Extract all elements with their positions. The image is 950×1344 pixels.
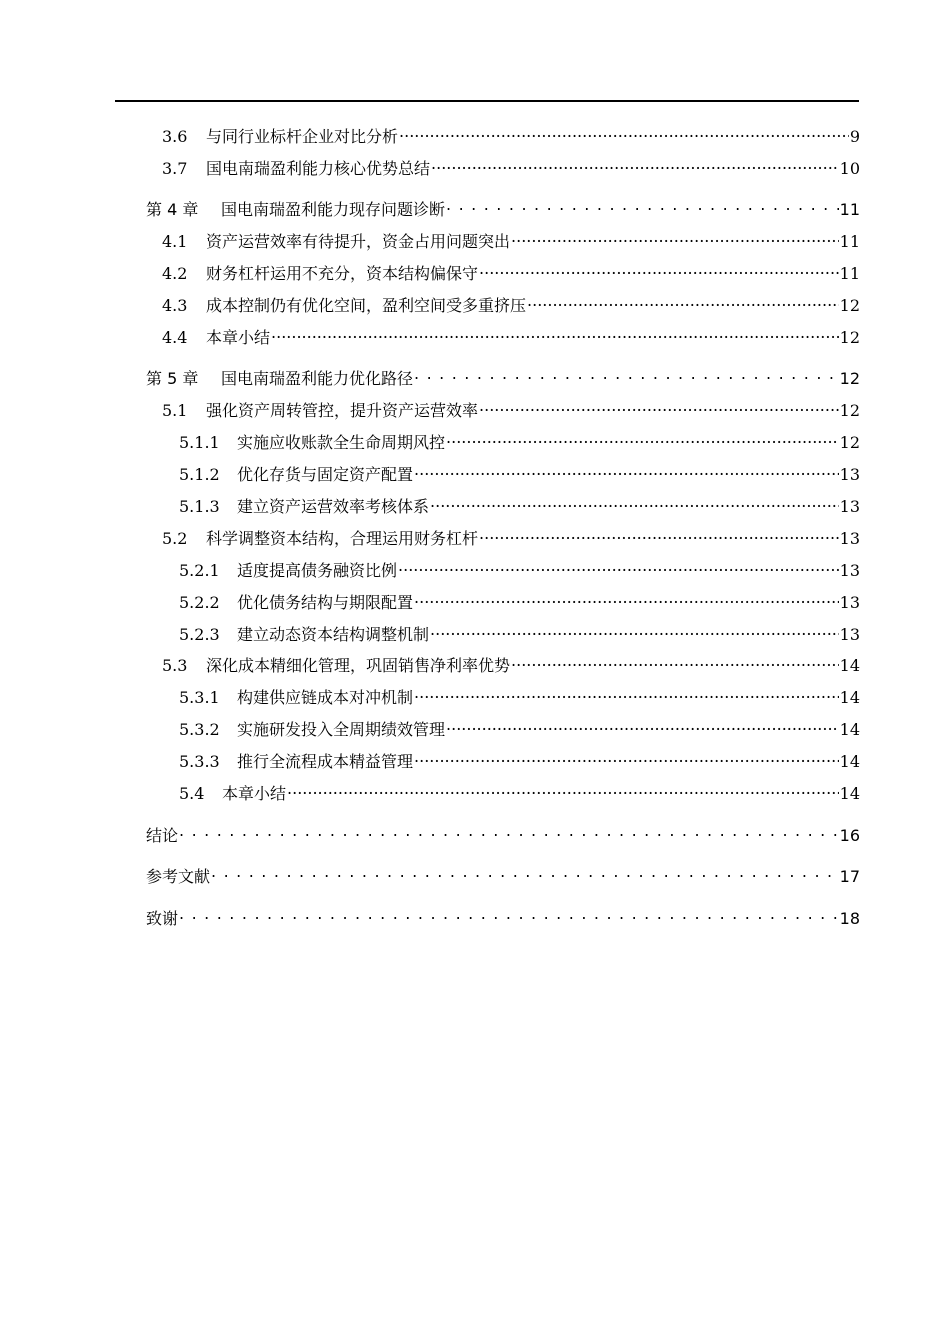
toc-entry-page: 11 [839, 264, 860, 283]
toc-entry[interactable] [162, 524, 860, 549]
toc-chapter-entry[interactable] [146, 862, 860, 887]
toc-leader-dots [211, 862, 839, 882]
toc-leader-dots [414, 683, 839, 703]
toc-entry-title: 优化债务结构与期限配置 [237, 593, 414, 612]
toc-entry-page: 12 [839, 401, 860, 420]
toc-leader-dots [271, 323, 839, 343]
toc-subentry[interactable] [179, 683, 860, 708]
toc-leader-dots [414, 364, 839, 384]
toc-entry-number: 4.3 [162, 296, 188, 315]
toc-entry-title: 参考文献 [146, 867, 211, 886]
toc-entry-title: 本章小结 [222, 784, 287, 803]
toc-entry[interactable] [162, 651, 860, 676]
toc-entry-page: 17 [839, 867, 860, 886]
toc-entry-page: 14 [839, 688, 860, 707]
toc-entry-page: 13 [839, 497, 860, 516]
toc-subentry[interactable] [179, 715, 860, 740]
toc-entry-page: 11 [839, 200, 860, 219]
toc-entry-page: 9 [849, 127, 860, 146]
toc-entry-number: 3.6 [162, 127, 188, 146]
toc-leader-dots [511, 227, 839, 247]
toc-entry-title: 科学调整资本结构，合理运用财务杠杆 [206, 529, 479, 548]
toc-leader-dots [446, 715, 839, 735]
toc-subentry[interactable] [179, 556, 860, 581]
toc-entry-title: 本章小结 [206, 328, 271, 347]
toc-leader-dots [414, 460, 839, 480]
toc-entry-number: 5.3.1 [179, 688, 220, 707]
toc-entry[interactable] [162, 323, 860, 348]
toc-entry-title: 实施研发投入全周期绩效管理 [237, 720, 446, 739]
toc-entry-number: 5.1.1 [179, 433, 220, 452]
toc-leader-dots [446, 195, 839, 215]
toc-entry[interactable] [162, 227, 860, 252]
toc-entry-number: 5.2.3 [179, 625, 220, 644]
toc-entry[interactable] [162, 122, 860, 147]
toc-leader-dots [511, 651, 839, 671]
toc-entry-number: 5.1.2 [179, 465, 220, 484]
toc-entry-title: 适度提高债务融资比例 [237, 561, 398, 580]
toc-entry[interactable] [162, 291, 860, 316]
toc-subentry[interactable] [179, 747, 860, 772]
toc-leader-dots [527, 291, 839, 311]
toc-entry-page: 16 [839, 826, 860, 845]
toc-leader-dots [414, 747, 839, 767]
toc-entry-page: 13 [839, 593, 860, 612]
toc-entry-page: 14 [839, 656, 860, 675]
toc-entry-number: 5.3.3 [179, 752, 220, 771]
toc-entry-number: 4.2 [162, 264, 188, 283]
toc-entry-page: 10 [839, 159, 860, 178]
toc-entry-number: 5.2 [162, 529, 188, 548]
toc-entry[interactable] [162, 259, 860, 284]
toc-entry-page: 14 [839, 752, 860, 771]
toc-leader-dots [399, 122, 849, 142]
toc-entry-number: 5.3 [162, 656, 188, 675]
toc-entry-page: 13 [839, 529, 860, 548]
toc-entry-page: 14 [839, 720, 860, 739]
toc-leader-dots [479, 259, 839, 279]
toc-leader-dots [287, 779, 839, 799]
toc-entry-page: 18 [839, 909, 860, 928]
toc-entry-page: 12 [839, 296, 860, 315]
toc-entry-number: 5.4 [179, 784, 205, 803]
toc-entry-page: 12 [839, 433, 860, 452]
header-rule [115, 100, 859, 102]
toc-leader-dots [179, 904, 839, 924]
toc-entry-page: 14 [839, 784, 860, 803]
toc-leader-dots [398, 556, 839, 576]
toc-leader-dots [446, 428, 839, 448]
toc-entry-number: 5.1 [162, 401, 188, 420]
toc-chapter-entry[interactable] [146, 364, 860, 389]
toc-entry[interactable] [162, 396, 860, 421]
toc-entry-page: 13 [839, 561, 860, 580]
toc-entry-title: 财务杠杆运用不充分，资本结构偏保守 [206, 264, 479, 283]
toc-entry-title: 致谢 [146, 909, 179, 928]
toc-entry-title: 成本控制仍有优化空间，盈利空间受多重挤压 [206, 296, 527, 315]
toc-chapter-entry[interactable] [146, 904, 860, 929]
toc-subentry[interactable] [179, 428, 860, 453]
toc-entry-title: 深化成本精细化管理，巩固销售净利率优势 [206, 656, 511, 675]
toc-entry-title: 建立资产运营效率考核体系 [237, 497, 430, 516]
toc-entry-number: 4.4 [162, 328, 188, 347]
toc-entry-number: 5.3.2 [179, 720, 220, 739]
toc-chapter-entry[interactable] [146, 195, 860, 220]
toc-entry-page: 11 [839, 232, 860, 251]
toc-subentry[interactable] [179, 588, 860, 613]
toc-entry-number: 5.2.2 [179, 593, 220, 612]
toc-entry-number: 5.2.1 [179, 561, 220, 580]
toc-entry[interactable] [162, 154, 860, 179]
toc-entry-title: 资产运营效率有待提升，资金占用问题突出 [206, 232, 511, 251]
toc-leader-dots [479, 524, 839, 544]
toc-entry-page: 13 [839, 625, 860, 644]
toc-entry-title: 推行全流程成本精益管理 [237, 752, 414, 771]
toc-leader-dots [414, 588, 839, 608]
toc-entry-number: 4.1 [162, 232, 188, 251]
toc-entry-title: 建立动态资本结构调整机制 [237, 625, 430, 644]
toc-entry-title: 国电南瑞盈利能力现存问题诊断 [221, 200, 446, 219]
toc-entry-page: 13 [839, 465, 860, 484]
toc-leader-dots [479, 396, 839, 416]
toc-subentry[interactable] [179, 460, 860, 485]
toc-entry-title: 与同行业标杆企业对比分析 [206, 127, 399, 146]
toc-subentry[interactable] [179, 779, 860, 804]
toc-entry-title: 国电南瑞盈利能力优化路径 [221, 369, 414, 388]
toc-entry-number: 第 5 章 [146, 369, 199, 388]
toc-leader-dots [430, 620, 839, 640]
toc-leader-dots [179, 821, 839, 841]
toc-subentry[interactable] [179, 620, 860, 645]
toc-entry-title: 国电南瑞盈利能力核心优势总结 [206, 159, 431, 178]
toc-entry-page: 12 [839, 328, 860, 347]
toc-entry-title: 优化存货与固定资产配置 [237, 465, 414, 484]
toc-entry-number: 5.1.3 [179, 497, 220, 516]
toc-entry-page: 12 [839, 369, 860, 388]
toc-entry-title: 结论 [146, 826, 179, 845]
toc-chapter-entry[interactable] [146, 821, 860, 846]
toc-entry-title: 实施应收账款全生命周期风控 [237, 433, 446, 452]
toc-entry-title: 强化资产周转管控，提升资产运营效率 [206, 401, 479, 420]
toc-leader-dots [431, 154, 839, 174]
toc-entry-title: 构建供应链成本对冲机制 [237, 688, 414, 707]
toc-subentry[interactable] [179, 492, 860, 517]
toc-leader-dots [430, 492, 839, 512]
toc-entry-number: 3.7 [162, 159, 188, 178]
toc-entry-number: 第 4 章 [146, 200, 199, 219]
